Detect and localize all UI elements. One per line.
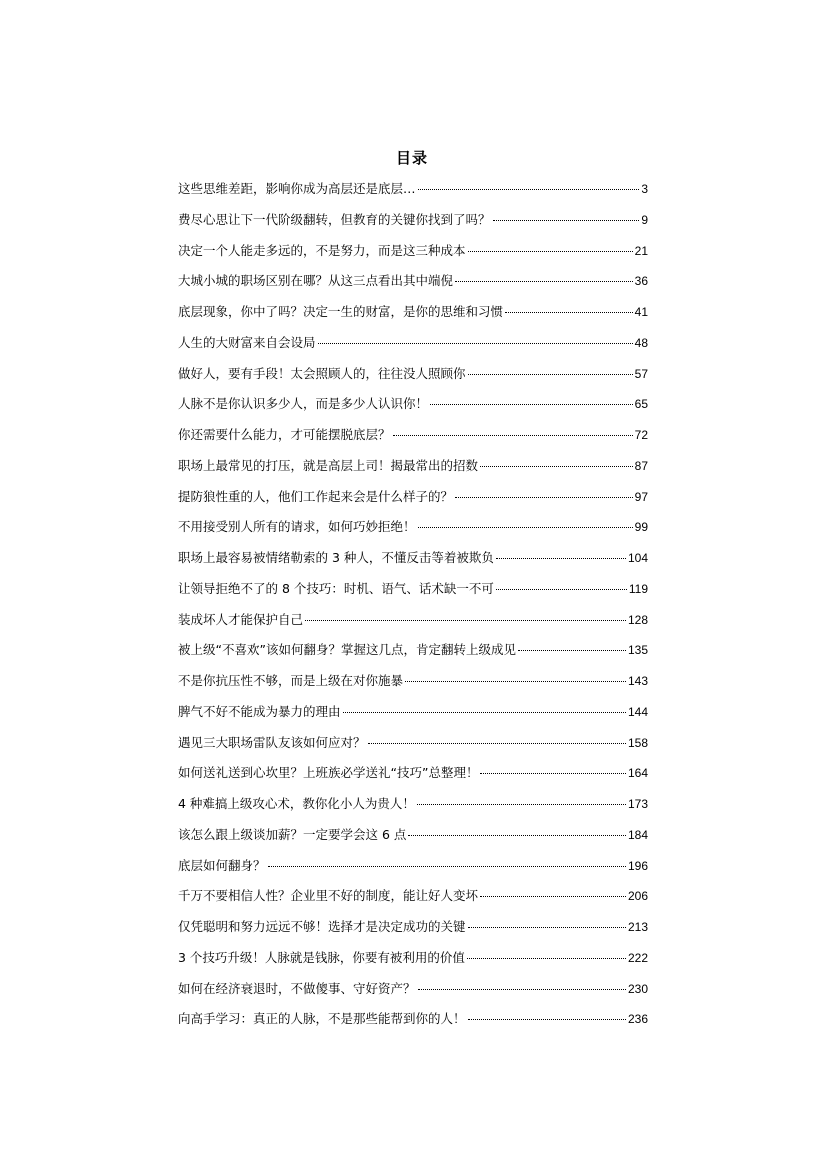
dot-leader: [480, 466, 633, 467]
toc-entry-title: 4 种难搞上级攻心术，教你化小人为贵人！: [178, 796, 415, 811]
toc-entry-page: 135: [627, 643, 648, 658]
dot-leader: [418, 189, 640, 190]
toc-entry-page: 196: [627, 858, 648, 873]
dot-leader: [467, 958, 626, 959]
toc-entry-title: 向高手学习：真正的人脉，不是那些能帮到你的人！: [178, 1011, 466, 1027]
toc-entry-page: 144: [627, 704, 648, 719]
dot-leader: [405, 681, 626, 682]
toc-entry[interactable]: [178, 389, 648, 420]
toc-entry-title: 你还需要什么能力，才可能摆脱底层？: [178, 427, 391, 442]
toc-entry-title: 不用接受别人所有的请求，如何巧妙拒绝！: [178, 519, 416, 535]
dot-leader: [496, 589, 627, 590]
toc-entry-title: 3 个技巧升级！人脉就是钱脉，你要有被利用的价值: [178, 949, 465, 965]
toc-entry[interactable]: [178, 236, 648, 267]
toc-entry[interactable]: [178, 359, 648, 390]
toc-entry-title: 职场上最常见的打压，就是高层上司！揭最常出的招数: [178, 457, 479, 473]
toc-entry-page: 184: [627, 827, 648, 842]
toc-entry-page: 213: [627, 920, 648, 934]
toc-entry-page: 97: [634, 489, 648, 504]
toc-entry-title: 装成坏人才能保护自己: [178, 611, 304, 627]
dot-leader: [455, 281, 633, 282]
toc-entry-page: 72: [634, 428, 648, 442]
toc-entry[interactable]: [178, 635, 648, 666]
dot-leader: [418, 989, 626, 990]
toc-entry-page: 206: [627, 889, 648, 904]
dot-leader: [417, 804, 626, 805]
toc-entry-title: 如何在经济衰退时，不做傻事、守好资产？: [178, 980, 416, 996]
toc-entry-title: 决定一个人能走多远的，不是努力，而是这三种成本: [178, 242, 466, 258]
toc-entry[interactable]: [178, 943, 648, 974]
toc-entry[interactable]: [178, 728, 648, 759]
toc-entry-page: 3: [641, 182, 648, 196]
toc-entry-title: 职场上最容易被情绪勒索的 3 种人，不懂反击等着被欺负: [178, 550, 494, 565]
toc-entry[interactable]: [178, 512, 648, 543]
toc-entry-page: 36: [634, 274, 648, 289]
toc-entry[interactable]: [178, 205, 648, 236]
toc-entry-title: 底层如何翻身？: [178, 857, 266, 873]
toc-entry-title: 大城小城的职场区别在哪？从这三点看出其中端倪: [178, 273, 454, 289]
dot-leader: [480, 773, 626, 774]
toc-entry[interactable]: [178, 482, 648, 513]
toc-entry[interactable]: [178, 605, 648, 636]
toc-entry[interactable]: [178, 297, 648, 328]
toc-entry-page: 222: [627, 950, 648, 965]
toc-entry-page: 48: [634, 335, 648, 350]
toc-entry-title: 提防狼性重的人，他们工作起来会是什么样子的？: [178, 488, 454, 504]
toc-entry[interactable]: [178, 666, 648, 697]
toc-entry-title: 人生的大财富来自会设局: [178, 334, 316, 350]
dot-leader: [368, 743, 626, 744]
toc-entry[interactable]: [178, 328, 648, 359]
toc-entry-page: 87: [634, 458, 648, 473]
toc-title: 目录: [395, 149, 428, 167]
toc-entry-page: 57: [634, 366, 648, 381]
toc-entry-title: 千万不要相信人性？企业里不好的制度，能让好人变坏: [178, 888, 479, 904]
dot-leader: [496, 558, 626, 559]
toc-entry-title: 遇见三大职场雷队友该如何应对？: [178, 734, 366, 750]
toc-entry[interactable]: [178, 974, 648, 1005]
dot-leader: [408, 835, 626, 836]
toc-list: [178, 174, 648, 1035]
toc-entry-title: 底层现象，你中了吗？决定一生的财富，是你的思维和习惯: [178, 304, 504, 319]
toc-entry-title: 脾气不好不能成为暴力的理由: [178, 703, 341, 719]
toc-entry[interactable]: [178, 451, 648, 482]
toc-entry-title: 不是你抗压性不够，而是上级在对你施暴: [178, 673, 404, 688]
toc-entry-title: 人脉不是你认识多少人，而是多少人认识你！: [178, 396, 429, 412]
toc-entry[interactable]: [178, 881, 648, 912]
toc-entry-page: 41: [634, 305, 648, 319]
dot-leader: [318, 343, 633, 344]
dot-leader: [305, 620, 626, 621]
toc-entry-page: 104: [627, 551, 648, 565]
toc-entry[interactable]: [178, 1004, 648, 1035]
dot-leader: [468, 1019, 626, 1020]
toc-entry[interactable]: [178, 697, 648, 728]
toc-entry-page: 173: [627, 797, 648, 811]
toc-entry[interactable]: [178, 912, 648, 943]
toc-entry-page: 119: [628, 581, 648, 596]
dot-leader: [468, 251, 633, 252]
toc-entry[interactable]: [178, 789, 648, 820]
dot-leader: [430, 404, 633, 405]
toc-entry[interactable]: [178, 420, 648, 451]
dot-leader: [480, 896, 626, 897]
toc-entry-title: 费尽心思让下一代阶级翻转，但教育的关键你找到了吗？: [178, 211, 491, 227]
dot-leader: [468, 927, 626, 928]
toc-entry[interactable]: [178, 266, 648, 297]
toc-entry-title: 如何送礼送到心坎里？上班族必学送礼“技巧”总整理！: [178, 765, 479, 781]
toc-entry-page: 65: [634, 397, 648, 412]
dot-leader: [455, 497, 633, 498]
dot-leader: [418, 527, 633, 528]
dot-leader: [393, 435, 633, 436]
toc-entry-title: 该怎么跟上级谈加薪？一定要学会这 6 点: [178, 826, 407, 842]
toc-entry-title: 这些思维差距，影响你成为高层还是底层…: [178, 181, 416, 196]
dot-leader: [518, 650, 626, 651]
toc-entry[interactable]: [178, 758, 648, 789]
dot-leader: [468, 374, 633, 375]
toc-entry-page: 164: [627, 766, 648, 781]
toc-entry-page: 21: [634, 243, 648, 258]
toc-entry-page: 143: [627, 674, 648, 688]
toc-entry-page: 236: [627, 1012, 648, 1027]
toc-entry-title: 让领导拒绝不了的 8 个技巧：时机、语气、话术缺一不可: [178, 580, 494, 596]
dot-leader: [493, 220, 640, 221]
toc-entry-page: 158: [627, 735, 648, 750]
dot-leader: [505, 312, 633, 313]
toc-entry[interactable]: [178, 851, 648, 882]
toc-entry[interactable]: [178, 574, 648, 605]
toc-entry[interactable]: [178, 543, 648, 574]
toc-entry[interactable]: [178, 820, 648, 851]
toc-entry-title: 仅凭聪明和努力远远不够！选择才是决定成功的关键: [178, 919, 466, 934]
toc-entry-page: 230: [627, 981, 648, 996]
toc-entry[interactable]: [178, 174, 648, 205]
toc-entry-page: 99: [634, 520, 648, 535]
dot-leader: [343, 712, 626, 713]
toc-entry-title: 做好人，要有手段！太会照顾人的，往往没人照顾你: [178, 365, 466, 381]
toc-entry-title: 被上级“不喜欢”该如何翻身？掌握这几点，肯定翻转上级成见: [178, 642, 516, 658]
toc-entry-page: 128: [627, 612, 648, 627]
dot-leader: [268, 866, 626, 867]
toc-entry-page: 9: [641, 212, 648, 227]
